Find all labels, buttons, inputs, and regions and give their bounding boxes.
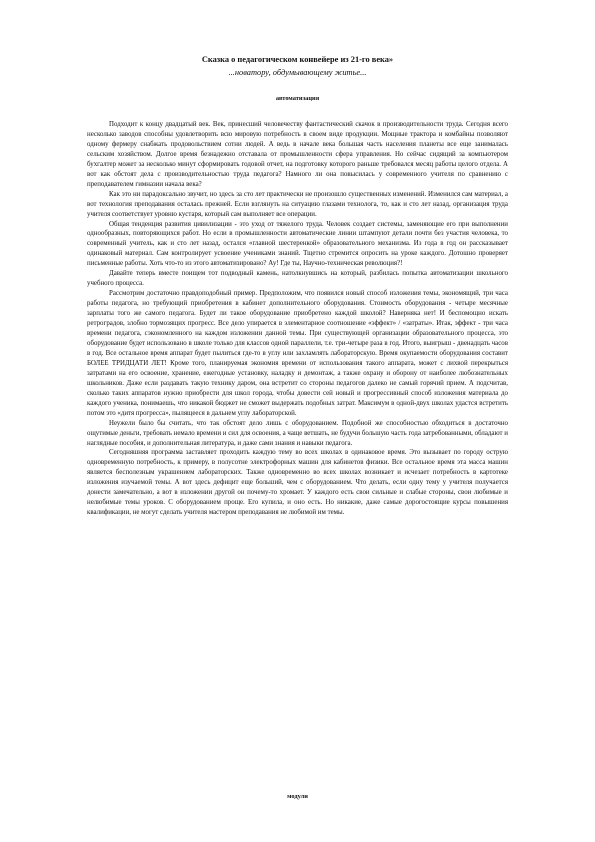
document-body	[87, 120, 508, 518]
section-heading-automation: автоматизация	[275, 95, 320, 102]
paragraph: Общая тенденция развития цивилизации - это уход от тяжелого труда. Человек создает системы, заменяющие его при выполнении однообразных, повторяющихся работ. Но если в промышленности автоматические линии штампуют детали почти без участия человека, то современный учитель, как и сто лет назад, остался «главной шестеренкой» образовательного механизма. Из года в год он рассказывает одинаковый материал. Сам контролирует усвоение учениками знаний. Тщетно стремится опросить на уроке каждого. Дотошно проверяет письменные работы. Хоть что-то из этого автоматизировано? Ау! Где ты, Научно-техническая революция?!	[87, 220, 508, 268]
paragraph: Подходит к концу двадцатый век. Век, принесший человечеству фантастический скачок в производительности труда. Сегодня всего несколько заводов способны удовлетворить всю мировую потребность в своем виде продукции. Мощные трактора и комбайны позволяют одному фермеру снабжать продовольствием сотни людей. А ведь в начале века большая часть населения планеты все еще занималась сельским хозяйством. Долгое время безнадежно отставала от промышленности сфера управления. Но сейчас сидящий за компьютером бухгалтер может за несколько минут сформировать годовой отчет, на подготовку которого раньше требовался месяц работы целого отдела. А вот как обстоят дела с производительностью труда педагога? Намного ли она повысилась у современного учителя по сравнению с преподавателем гимназии начала века?	[87, 121, 508, 188]
paragraph: Рассмотрим достаточно правдоподобный пример. Предположим, что появился новый способ изложения темы, экономящий, три часа работы педагога, но требующий приобретения в кабинет дополнительного оборудования. Стоимость оборудования - четыре месячные зарплаты того же самого педагога. Будет ли такое оборудование приобретено каждой школой? Наверняка нет! И беспомощно искать ретроградов, злобно тормозящих прогресс. Все дело упирается в элементарное соотношение «эффект» / «затраты». Итак, эффект - три часа времени педагога, сэкономленного на каждом изложении данной темы. При существующей организации образовательного процесса, это оборудование будет использовано в школе только для классов одной параллели, т.е. три-четыре раза в год. Итого, выигрыш - двенадцать часов в год. Все остальное время аппарат будет пылиться где-то в углу или захламлять лабораторскую. Время окупаемости оборудования составит БОЛЕЕ ТРИДЦАТИ ЛЕТ! Кроме того, планируемая экономия времени от использования такого аппарата, может с лихвой перекрыться затратами на его освоение, хранение, ежегодные установку, наладку и демонтаж, а также охрану и оборону от наиболее любознательных школьников. Даже если раздавать такую технику даром, она встретит со стороны педагогов далеко не самый горячий прием. А подсчитав, сколько таких аппаратов нужно приобрести для школ города, чтобы довести сей новый и прогрессивный способ изложения материала до каждого ученика, понимаешь, что никакой бюджет не сможет выдержать подобных затрат. Максимум в одной-двух школах удастся встретить потом это «дитя прогресса», пылящееся в дальнем углу лабораторской.	[87, 290, 508, 417]
section-heading-modules: модули	[287, 793, 308, 800]
paragraph: Как это ни парадоксально звучит, но здесь за сто лет практически не произошло существенных изменений. Изменился сам материал, а вот технология преподавания осталась прежней. Если взглянуть на ситуацию глазами технолога, то, как и сто лет назад, организация труда учителя соответствует уровню кустаря, который сам выполняет все операции.	[87, 190, 508, 218]
paragraph: Сегодняшняя программа заставляет проходить каждую тему во всех школах в одинаковое время. Это вызывает по городу острую одновременную потребность, к примеру, в полусотне электрофорных машин для кабинетов физики. Все остальное время эта масса машин является бесполезным украшением лабораторских. Также одновременно во всех школах возникает и исчезает потребность в картотеке изложения изучаемой темы. А вот здесь дефицит еще больший, чем с оборудованием. Что делать, если одну тему у учителя получается донести замечательно, а вот в изложении другой он почему-то хромает. У каждого есть свои сильные и слабые стороны, свои любимые и нелюбимые темы уроков. С оборудованием проще. Его купила, и оно есть. Но никакие, даже самые дорогостоящие курсы повышения квалификации, не могут сделать учителя мастером преподавания не любимой им темы.	[87, 449, 508, 517]
document-title: Сказка о педагогическом конвейере из 21-го века»	[201, 55, 394, 64]
paragraph: Давайте теперь вместе поищем тот подводный камень, натолкнувшись на который, разбилась попытка автоматизации школьного учебного процесса.	[87, 270, 508, 288]
document-subtitle: ...новатору, обдумывающему житье...	[228, 68, 367, 77]
paragraph: Неужели было бы считать, что так обстоят дело лишь с оборудованием. Подобной же способностью обходиться в достаточно ощутимые деньги, требовать немало времени и сил для освоения, а чаще ветшать, не будучи большую часть года затребованными, обладают и наглядные пособия, и дополнительная литература, и даже сами знания и навыки педагога.	[87, 419, 508, 447]
